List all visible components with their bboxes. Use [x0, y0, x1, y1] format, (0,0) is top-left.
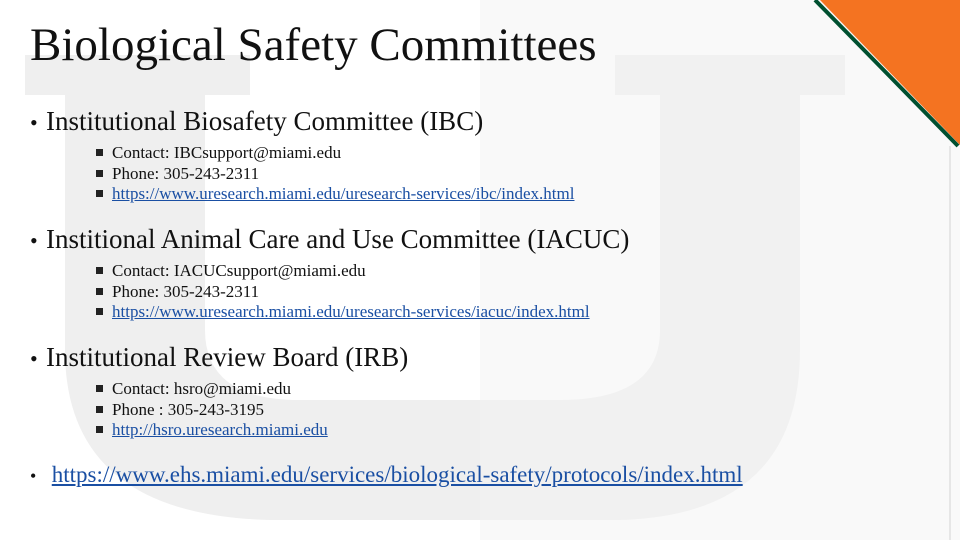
committee-details-list — [96, 379, 408, 441]
committee-section — [30, 105, 574, 205]
committee-detail-text: Contact: IBCsupport@miami.edu — [112, 143, 342, 162]
bottom-bullet — [30, 460, 743, 491]
committee-link-item — [96, 420, 408, 441]
square-bullet-icon — [96, 426, 103, 433]
committee-heading-text: Institutional Review Board (IRB) — [46, 342, 409, 372]
committee-detail-item — [96, 400, 408, 421]
bullet-dot: • — [30, 110, 38, 135]
square-bullet-icon — [96, 190, 103, 197]
committee-detail-text: Phone: 305-243-2311 — [112, 281, 260, 301]
committee-detail-text: Phone : 305-243-3195 — [112, 399, 265, 419]
protocols-link[interactable]: https://www.ehs.miami.edu/services/biological-safety/protocols/index.html — [51, 462, 743, 487]
square-bullet-icon — [96, 149, 103, 156]
square-bullet-icon — [96, 170, 103, 177]
committee-detail-item — [96, 379, 408, 400]
committee-section — [30, 341, 408, 441]
committee-details-list — [96, 143, 574, 205]
square-bullet-icon — [96, 288, 103, 295]
bullet-dot: • — [30, 228, 38, 253]
committee-details-list — [96, 261, 629, 323]
committee-website-link[interactable]: https://www.uresearch.miami.edu/uresearch-services/iacuc/index.html — [112, 302, 590, 321]
committee-detail-text: Contact: IACUCsupport@miami.edu — [112, 261, 366, 280]
committee-heading — [30, 105, 574, 139]
square-bullet-icon — [96, 267, 103, 274]
committee-detail-text: Phone: 305-243-2311 — [112, 163, 260, 183]
square-bullet-icon — [96, 308, 103, 315]
committee-detail-item — [96, 164, 574, 185]
bullet-dot: • — [30, 346, 38, 371]
committee-heading-text: Institional Animal Care and Use Committee (IACUC) — [46, 224, 630, 254]
committee-heading-text: Institutional Biosafety Committee (IBC) — [46, 106, 484, 136]
committee-detail-item — [96, 261, 629, 282]
committee-section — [30, 223, 629, 323]
committee-website-link[interactable]: https://www.uresearch.miami.edu/uresearch-services/ibc/index.html — [112, 184, 575, 203]
committee-detail-item — [96, 143, 574, 164]
square-bullet-icon — [96, 406, 103, 413]
committee-heading — [30, 223, 629, 257]
committee-heading — [30, 341, 408, 375]
committee-link-item — [96, 302, 629, 323]
committee-link-item — [96, 184, 574, 205]
committee-detail-item — [96, 282, 629, 303]
bullet-dot: • — [30, 466, 37, 486]
committee-website-link[interactable]: http://hsro.uresearch.miami.edu — [112, 420, 328, 439]
square-bullet-icon — [96, 385, 103, 392]
slide-title: Biological Safety Committees — [30, 19, 597, 71]
committee-detail-text: Contact: hsro@miami.edu — [112, 379, 292, 398]
